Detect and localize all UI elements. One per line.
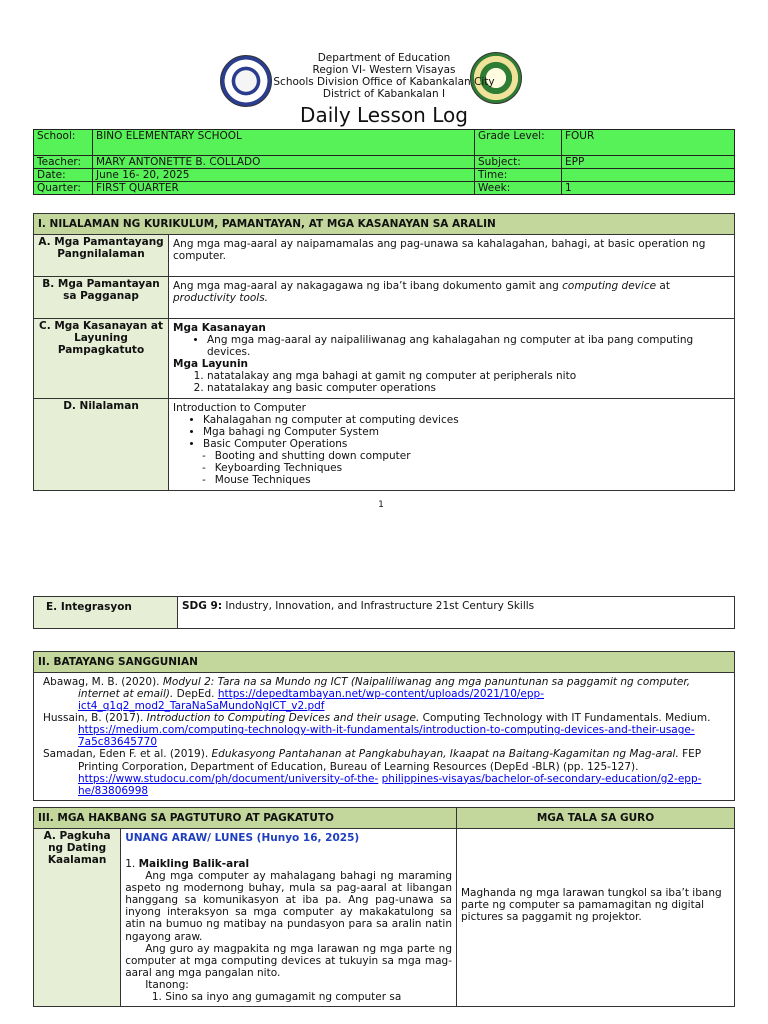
row-text-b	[169, 277, 735, 319]
ref-author: Hussain, B. (2017).	[43, 712, 147, 725]
content-subitem: - Keyboarding Techniques	[218, 462, 730, 474]
text-emphasis: computing device	[562, 280, 657, 293]
info-table	[33, 129, 735, 195]
row-label-d: D. Nilalaman	[34, 399, 169, 490]
row-text-c	[169, 319, 735, 399]
references-list	[34, 673, 735, 801]
row-label-c: C. Mga Kasanayan at Layuning Pampagkatuto	[34, 319, 169, 399]
itanong-label: Itanong:	[145, 978, 189, 991]
district-line: District of Kabankalan I	[322, 88, 446, 100]
ref-publisher: FEP Printing Corporation, Department of Education, Bureau of Learning Resources (DepEd -BLR) (pp. 125-127).	[78, 748, 702, 773]
ref-publisher: DepEd.	[173, 688, 218, 701]
school-label: School:	[34, 130, 93, 156]
section-steps	[33, 807, 735, 1007]
text: at	[656, 280, 670, 293]
row-label-a: A. Mga Pamantayang Pangnilalaman	[34, 235, 169, 277]
document-title: Daily Lesson Log	[300, 103, 468, 127]
grade-label: Grade Level:	[475, 130, 562, 156]
ref-author: Samadan, Eden F. et al. (2019).	[43, 748, 212, 761]
teacher-label: Teacher:	[34, 156, 93, 169]
school-value: BINO ELEMENTARY SCHOOL	[93, 130, 475, 156]
grade-value: FOUR	[562, 130, 735, 156]
reference-item	[38, 712, 730, 748]
department-line: Department of Education	[317, 52, 451, 64]
teacher-value: MARY ANTONETTE B. COLLADO	[93, 156, 475, 169]
step-content	[121, 829, 457, 1007]
integrasyon-label: E. Integrasyon	[34, 597, 178, 629]
paragraph: Ang guro ay magpakita ng mga larawan ng mga parte ng computer at mga computing devices at tukuyin sa mga mag-aaral ang mga pangalan nito.	[125, 942, 452, 979]
ref-title: Edukasyong Pantahanan at Pangkabuhayan, Ikaapat na Baitang-Kagamitan ng Mag-aral.	[211, 748, 679, 761]
section-heading: III. MGA HAKBANG SA PAGTUTURO AT PAGKATUTO	[34, 808, 457, 829]
layunin-item: 2. natatalakay ang basic computer operations	[207, 382, 730, 394]
time-value	[562, 169, 735, 182]
kasanayan-heading: Mga Kasanayan	[173, 322, 266, 335]
reference-item	[38, 748, 730, 796]
step-title-row	[125, 858, 452, 870]
division-line: Schools Division Office of Kabankalan City	[273, 76, 495, 88]
week-value: 1	[562, 182, 735, 195]
text: Ang mga mag-aaral ay nakagagawa ng iba’t ibang dokumento gamit ang	[173, 280, 563, 293]
ref-author: Abawag, M. B. (2020).	[43, 676, 163, 689]
sdg-text: Industry, Innovation, and Infrastructure 21st Century Skills	[222, 600, 535, 612]
content-title: Introduction to Computer	[173, 402, 306, 415]
paragraph: Ang mga computer ay mahalagang bahagi ng maraming aspeto ng modernong buhay, mula sa pag-aaral at libangan hanggang sa komunikasyon at iba pa. Ang pag-unawa sa inyong interaksyon sa mga computer ay makakatulong sa atin na bumuo ng matibay na pundasyon para sa aralin natin ngayong araw.	[125, 870, 452, 943]
section-references	[33, 651, 735, 801]
content-item: • Mga bahagi ng Computer System	[203, 426, 730, 438]
row-label-a: A. Pagkuha ng Dating Kaalaman	[34, 829, 121, 1007]
subject-value: EPP	[562, 156, 735, 169]
notes-heading: MGA TALA SA GURO	[457, 808, 735, 829]
ref-title: Modyul 2: Tara na sa Mundo ng ICT (Naipaliliwanag ang mga panuntunan sa paggamit ng computer, internet at email).	[78, 676, 691, 701]
teacher-note: Maghanda ng mga larawan tungkol sa iba’t ibang parte ng computer sa pamamagitan ng digital pictures sa paggamit ng projektor.	[457, 829, 735, 1007]
quarter-label: Quarter:	[34, 182, 93, 195]
row-text-d	[169, 399, 735, 490]
layunin-item: 1. natatalakay ang mga bahagi at gamit ng computer at peripherals nito	[207, 370, 730, 382]
section-heading: II. BATAYANG SANGGUNIAN	[34, 652, 735, 673]
reference-link[interactable]: https://www.studocu.com/ph/document/university-of-the-	[78, 772, 379, 785]
letterhead	[0, 52, 768, 100]
ref-title: Introduction to Computing Devices and their usage.	[146, 712, 420, 725]
reference-link[interactable]: https://medium.com/computing-technology-with-it-fundamentals/introduction-to-computing-devices-and-their-usage-7a5c83645770	[78, 724, 695, 749]
integrasyon-text	[178, 597, 735, 629]
date-value: June 16- 20, 2025	[93, 169, 475, 182]
subject-label: Subject:	[475, 156, 562, 169]
quarter-value: FIRST QUARTER	[93, 182, 475, 195]
content-item: • Basic Computer Operations	[203, 438, 730, 450]
kasanayan-item: • Ang mga mag-aaral ay naipaliliwanag ang kahalagahan ng computer at iba pang computing devices.	[207, 334, 730, 358]
content-subitem: - Booting and shutting down computer	[218, 450, 730, 462]
text-emphasis: productivity tools.	[173, 292, 269, 305]
section-integrasyon	[33, 596, 735, 629]
sdg-label: SDG 9:	[182, 600, 223, 612]
step-title: Maikling Balik-aral	[138, 858, 250, 871]
content-item: • Kahalagahan ng computer at computing devices	[203, 414, 730, 426]
step-number: 1.	[125, 858, 139, 871]
region-line: Region VI- Western Visayas	[312, 64, 456, 76]
day-heading: UNANG ARAW/ LUNES (Hunyo 16, 2025)	[125, 832, 360, 845]
reference-item	[38, 676, 730, 712]
date-label: Date:	[34, 169, 93, 182]
ref-publisher: Computing Technology with IT Fundamentals. Medium.	[419, 712, 711, 725]
section-heading: I. NILALAMAN NG KURIKULUM, PAMANTAYAN, AT MGA KASANAYAN SA ARALIN	[34, 214, 735, 235]
layunin-heading: Mga Layunin	[173, 358, 249, 371]
reference-link[interactable]: https://depedtambayan.net/wp-content/uploads/2021/10/epp-ict4_q1q2_mod2_TaraNaSaMundoNgICT_v2.pdf	[78, 688, 544, 713]
section-curriculum	[33, 213, 735, 491]
page-number: 1	[378, 500, 384, 510]
row-label-b: B. Mga Pamantayan sa Pagganap	[34, 277, 169, 319]
reference-link[interactable]: philippines-visayas/bachelor-of-secondary-education/g2-epp-he/83806998	[78, 772, 702, 797]
content-subitem: - Mouse Techniques	[218, 474, 730, 486]
time-label: Time:	[475, 169, 562, 182]
question-item: 1. Sino sa inyo ang gumagamit ng computer sa	[165, 991, 452, 1003]
week-label: Week:	[475, 182, 562, 195]
row-text-a: Ang mga mag-aaral ay naipamamalas ang pag-unawa sa kahalagahan, bahagi, at basic operation ng computer.	[169, 235, 735, 277]
